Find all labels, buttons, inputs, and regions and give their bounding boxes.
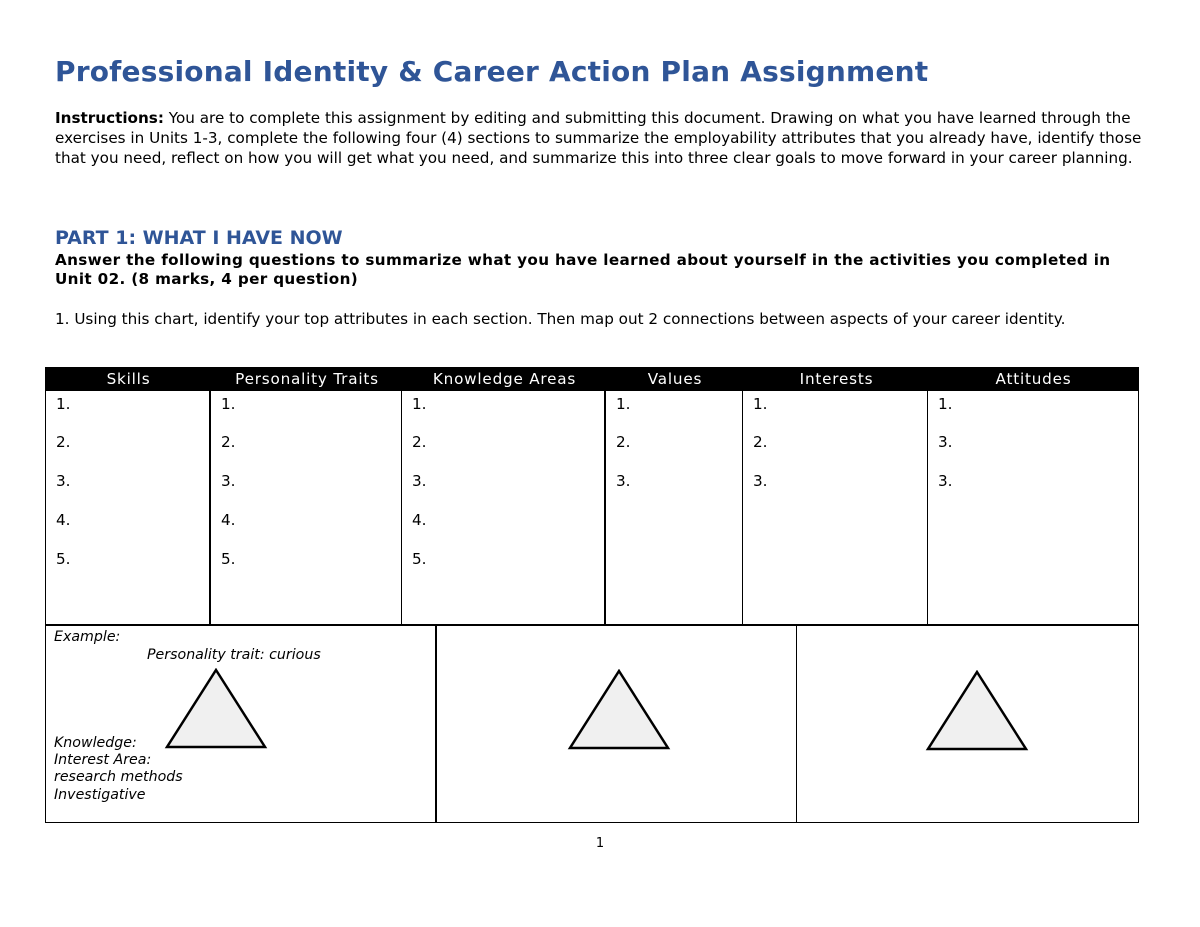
connections-row [45,624,1139,823]
attributes-table-header [46,368,1138,391]
example-personality-trait: Personality trait: curious [147,647,321,663]
knowledge-item[interactable]: 4. [412,511,427,529]
connection-box-2[interactable] [797,626,1138,822]
header-knowledge-areas: Knowledge Areas [432,370,577,388]
attitudes-item[interactable]: 1. [938,395,953,413]
values-item[interactable]: 3. [616,472,631,490]
example-research-methods: research methods [54,769,183,785]
column-skills [46,391,211,624]
page-number: 1 [595,836,605,851]
interests-item[interactable]: 2. [753,433,768,451]
example-investigative: Investigative [54,787,146,803]
skills-item[interactable]: 4. [56,511,71,529]
part1-heading: PART 1: WHAT I HAVE NOW [55,227,343,249]
header-interests: Interests [799,370,874,388]
knowledge-item[interactable]: 1. [412,395,427,413]
column-values [606,391,743,624]
triangle-icon [925,670,1029,752]
connection-box-1[interactable] [436,626,797,822]
knowledge-item[interactable]: 3. [412,472,427,490]
personality-item[interactable]: 1. [221,395,236,413]
attitudes-item[interactable]: 3. [938,433,953,451]
header-personality-traits: Personality Traits [235,370,379,388]
instructions-text: You are to complete this assignment by editing and submitting this document. Drawing on what you have learned through the exercises in Units 1-3, complete the following four (4) sections to summarize the employability attributes that you already have, identify those that you need, reflect on how you will get what you need, and summarize this into three clear goals to move forward in your career planning. [55,109,1142,167]
attributes-table [45,367,1139,625]
part1-subheading: Answer the following questions to summarize what you have learned about yourself in the activities you completed in Unit 02. (8 marks, 4 per question) [55,251,1111,288]
example-knowledge: Knowledge: [54,735,137,751]
instructions-paragraph [55,109,1150,168]
column-personality-traits [211,391,402,624]
knowledge-item[interactable]: 2. [412,433,427,451]
skills-item[interactable]: 1. [56,395,71,413]
header-skills: Skills [106,370,151,388]
header-attitudes: Attitudes [995,370,1072,388]
column-attitudes [928,391,1138,624]
instructions-label: Instructions: [55,109,164,127]
personality-item[interactable]: 3. [221,472,236,490]
attitudes-item[interactable]: 3. [938,472,953,490]
example-label: Example: [54,629,121,645]
connection-box-example[interactable] [46,626,437,822]
personality-item[interactable]: 5. [221,550,236,568]
column-knowledge-areas [402,391,606,624]
skills-item[interactable]: 2. [56,433,71,451]
triangle-icon [164,668,268,750]
interests-item[interactable]: 3. [753,472,768,490]
skills-item[interactable]: 3. [56,472,71,490]
example-interest-area: Interest Area: [54,752,152,768]
personality-item[interactable]: 2. [221,433,236,451]
skills-item[interactable]: 5. [56,550,71,568]
header-values: Values [647,370,703,388]
question-1: 1. Using this chart, identify your top attributes in each section. Then map out 2 connections between aspects of your career identity. [55,310,1066,328]
interests-item[interactable]: 1. [753,395,768,413]
knowledge-item[interactable]: 5. [412,550,427,568]
column-interests [743,391,928,624]
personality-item[interactable]: 4. [221,511,236,529]
document-title: Professional Identity & Career Action Plan Assignment [55,55,929,88]
values-item[interactable]: 2. [616,433,631,451]
values-item[interactable]: 1. [616,395,631,413]
triangle-icon [567,669,671,751]
